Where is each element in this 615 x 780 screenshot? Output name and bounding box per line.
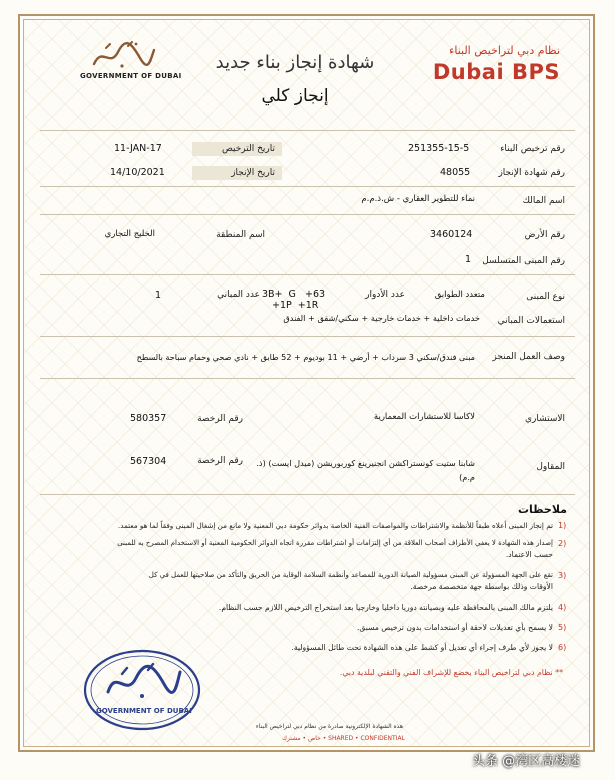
building-count: 1 [155,290,162,301]
bps-arabic-title: نظام دبي لتراخيص البناء [449,44,560,57]
watermark-text: 头条 @湾区高楼迷 [472,754,581,769]
consultant-name: لاكاسا للاستشارات المعمارية [373,412,475,422]
divider-owner [40,214,575,215]
building-type-label: نوع المبنى [526,292,565,302]
building-type: متعدد الطوابق [434,290,485,300]
note-number: 5) [558,623,567,632]
note-line: الأوقات وذلك بواسطة جهة متخصصة مرخصة. [410,582,553,591]
building-seq: 1 [465,254,472,265]
floors-line-2: +1P +1R [272,300,319,311]
note-line: لا يسمح بأي تعديلات لاحقة أو استخدامات بدون ترخيص مسبق. [357,623,553,632]
certificate-title: شهادة إنجاز بناء جديد [215,52,375,73]
divider-parties [40,494,575,495]
work-description-label: وصف العمل المنجز [492,352,565,362]
contractor-name-line-2: م.م) [459,472,475,482]
divider-building [40,336,575,337]
completion-number-label: رقم شهادة الإنجاز [498,168,565,178]
notes-closing: ** نظام دبي لتراخيص البناء يخضع للإشراف الفني والتقني لبلدية دبي. [339,668,563,677]
owner-label: اسم المالك [522,196,565,206]
building-usage-label: استعمالات المباني [497,316,565,326]
gov-logo-english-text: GOVERNMENT OF DUBAI [80,72,182,80]
contractor-license: 567304 [130,456,167,467]
note-line: حسب الاعتماد. [505,550,553,559]
gov-seal-emblem [82,648,202,732]
footer-line-2: خاص • مشترك • SHARED • CONFIDENTIAL [282,735,405,742]
consultant-license: 580357 [130,413,167,424]
floors-label: عدد الأدوار [365,290,405,300]
owner-name: نماء للتطوير العقاري - ش.ذ.م.م [361,194,475,204]
note-line: يلتزم مالك المبنى بالمحافظة عليه وبصيانته دوريا داخليا وخارجيا بعد استخراج الترخيص اللازم حسب النظام. [218,603,553,612]
building-count-label: عدد المباني [217,290,260,300]
work-description: مبنى فندق/سكني 3 سرداب + أرضي + 11 بوديوم + 52 طابق + نادي صحي وحمام سباحة بالسطح [136,352,475,362]
plot-number: 3460124 [430,229,473,240]
completion-date: 14/10/2021 [110,167,165,178]
floors-line-1: 3B+ G +63 [262,289,326,300]
contractor-name-line-1: شابنا ستيت كونستراكشن انجنيرينغ كوربوريشن (ميدل ايست) (ذ. [256,458,475,468]
contractor-license-label: رقم الرخصة [197,456,243,466]
divider-permit [40,186,575,187]
building-seq-label: رقم المبنى المتسلسل [482,256,565,266]
permit-date-label: تاريخ الترخيص [222,144,275,154]
note-number: 6) [558,643,567,652]
note-number: 2) [558,539,567,548]
plot-number-label: رقم الأرض [524,230,565,240]
note-number: 3) [558,571,567,580]
consultant-license-label: رقم الرخصة [197,414,243,424]
divider-work [40,378,575,379]
divider-land [40,274,575,275]
footer-line-1: هذه الشهادة الإلكترونية صادرة من نظام دبي لتراخيص البناء [255,723,403,730]
header-divider [40,130,575,131]
completion-number: 48055 [440,167,471,178]
building-usage: خدمات داخلية + خدمات خارجية + سكني/شقق + الفندق [283,313,480,323]
permit-number-label: رقم ترخيص البناء [500,144,565,154]
inner-border [23,19,590,747]
note-number: 4) [558,603,567,612]
permit-date: 11-JAN-17 [114,143,162,154]
permit-number: 251355-15-5 [408,143,470,154]
bps-english-title: Dubai BPS [432,60,560,84]
note-line: إصدار هذه الشهادة لا يعفي الأطراف أصحاب العلاقة من أي إلتزامات أو اشتراطات مقررة اتجاه الدوائر الحكومية المعنية أو الاستخدام المصرح به للمبنى [117,539,553,547]
note-line: تم إنجاز المبنى أعلاه طبقاً للأنظمة والاشتراطات والمواصفات الفنية الخاصة بدوائر حكومة دبي المعنية ولا مانع من إشغال المبنى وفقاً لما هو معتمد. [117,521,553,530]
consultant-label: الاستشاري [524,414,565,424]
completion-date-label: تاريخ الإنجاز [231,168,275,178]
note-number: 1) [558,521,567,530]
contractor-label: المقاول [536,462,565,472]
certificate-subtitle: إنجاز كلي [261,86,329,106]
note-line: تقع على الجهة المسؤولة عن المبنى مسؤولية الصيانة الدورية للمصاعد وأنظمة السلامة الوقاية من الحريق والتأكد من صلاحيتها للعمل في كل [148,571,553,579]
area-name-label: اسم المنطقة [216,230,265,240]
note-line: لا يجوز لأي طرف إجراء أي تعديل أو كشط على هذه الشهادة تحت طائل المسؤولية. [291,643,553,652]
notes-title: ملاحظات [518,503,567,516]
seal-english-text: GOVERNMENT OF DUBAI [96,707,192,715]
area-name: الخليج التجاري [104,229,155,239]
